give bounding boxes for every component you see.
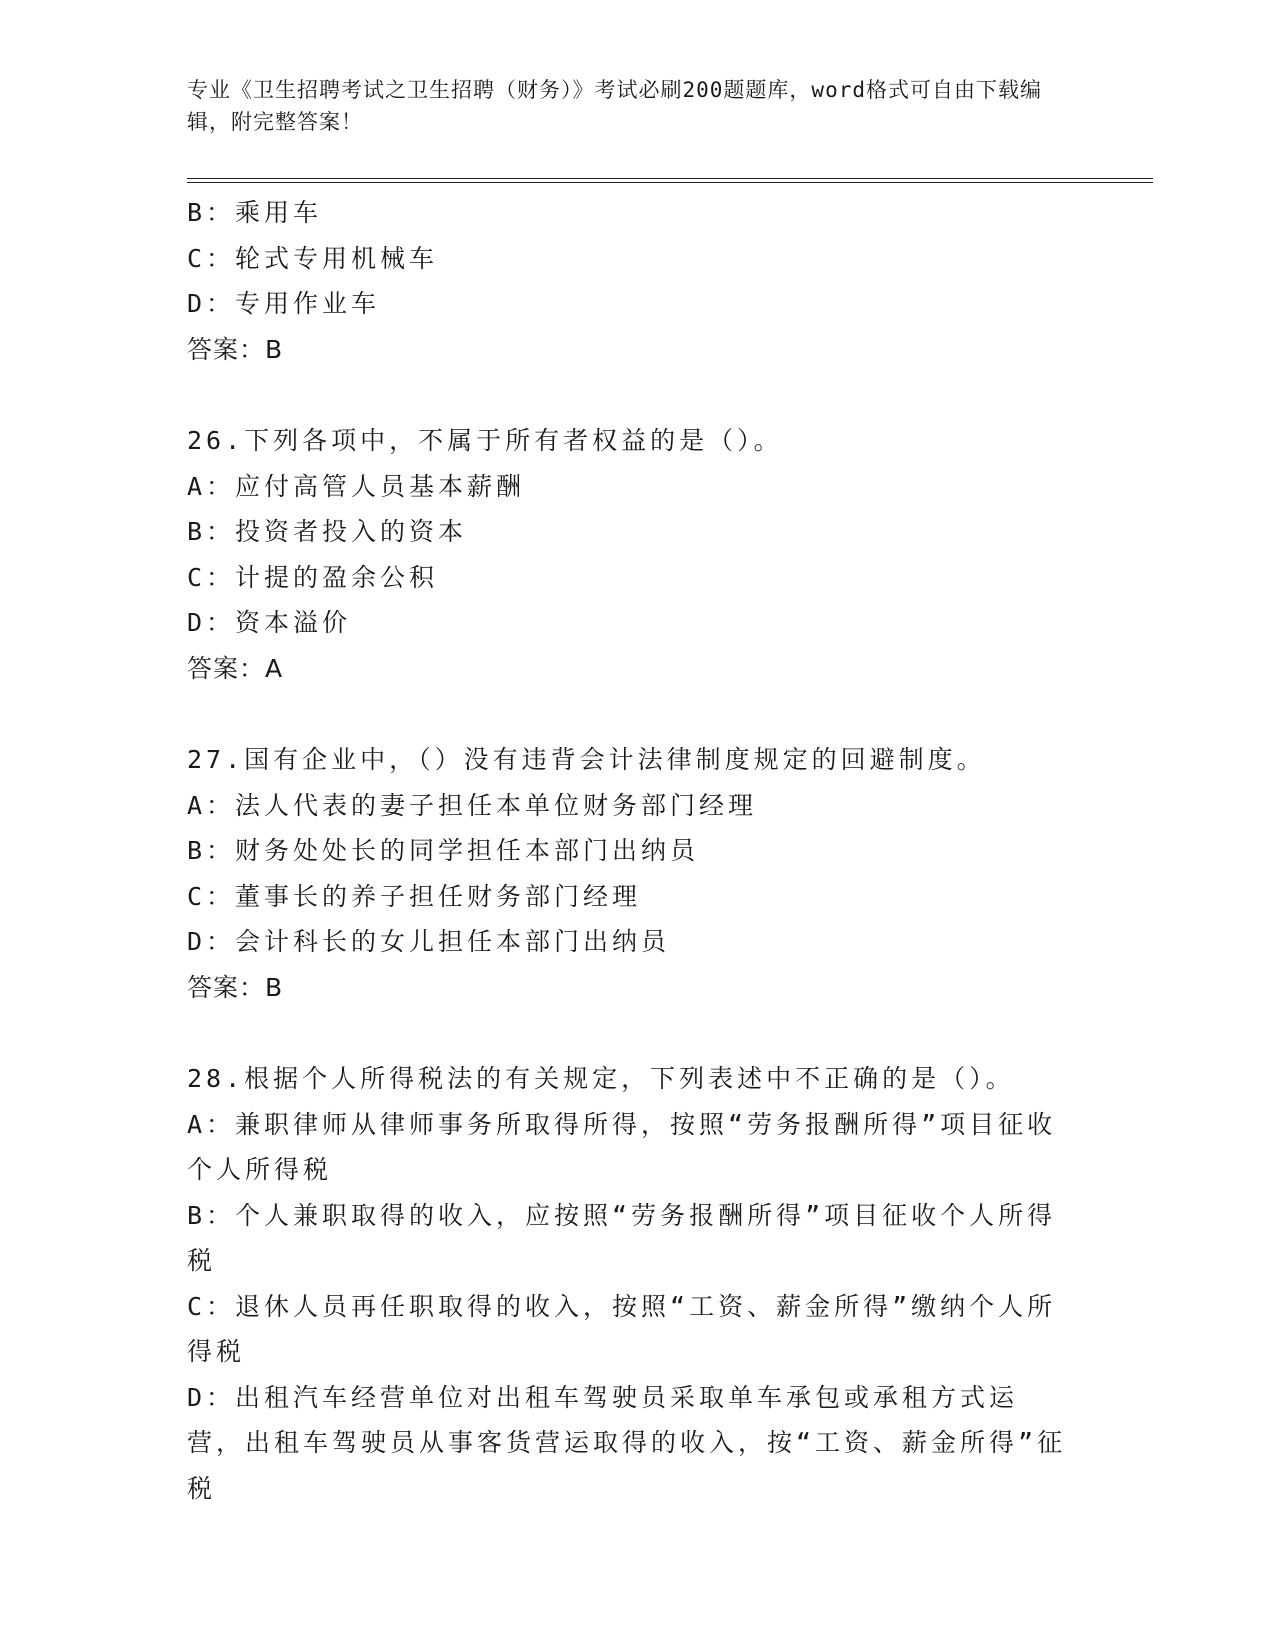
spacer — [187, 1010, 1067, 1056]
option-d: D：会计科长的女儿担任本部门出纳员 — [187, 927, 671, 956]
answer-line: 答案：B — [187, 972, 284, 1002]
option-a: A：应付高管人员基本薪酬 — [187, 471, 526, 501]
option-d: D：专用作业车 — [187, 289, 381, 318]
answer-line: 答案：B — [187, 334, 284, 364]
question-stem: 28.根据个人所得税法的有关规定，下列表述中不正确的是（）。 — [187, 1064, 1015, 1093]
option-b: B：投资者投入的资本 — [187, 517, 468, 546]
question-stem: 26.下列各项中，不属于所有者权益的是（）。 — [187, 426, 783, 455]
option-c: C：退休人员再任职取得的收入，按照“工资、薪金所得”缴纳个人所得税 — [187, 1291, 1057, 1366]
page-header — [187, 74, 1067, 138]
question-block-27 — [187, 737, 1067, 1010]
question-block-28 — [187, 1056, 1067, 1511]
option-c: C：董事长的养子担任财务部门经理 — [187, 881, 642, 911]
spacer — [187, 372, 1067, 418]
option-a: A：兼职律师从律师事务所取得所得，按照“劳务报酬所得”项目征收个人所得税 — [187, 1109, 1057, 1184]
question-block-26 — [187, 418, 1067, 691]
option-a: A：法人代表的妻子担任本单位财务部门经理 — [187, 790, 758, 820]
option-c: C：计提的盈余公积 — [187, 562, 439, 592]
option-b: B：乘用车 — [187, 198, 323, 227]
option-b: B：个人兼职取得的收入，应按照“劳务报酬所得”项目征收个人所得税 — [187, 1200, 1057, 1275]
question-stem: 27.国有企业中，（）没有违背会计法律制度规定的回避制度。 — [187, 745, 986, 774]
spacer — [187, 691, 1067, 737]
question-list — [187, 190, 1067, 1511]
option-d: D：资本溢价 — [187, 608, 352, 637]
header-divider — [187, 178, 1153, 183]
header-text: 专业《卫生招聘考试之卫生招聘（财务）》考试必刷200题题库，word格式可自由下载编辑，附完整答案！ — [187, 78, 1042, 134]
option-d: D：出租汽车经营单位对出租车驾驶员采取单车承包或承租方式运营，出租车驾驶员从事客货营运取得的收入，按“工资、薪金所得”征税 — [187, 1382, 1067, 1503]
option-c: C：轮式专用机械车 — [187, 243, 439, 273]
option-b: B：财务处处长的同学担任本部门出纳员 — [187, 836, 700, 865]
question-block-25 — [187, 190, 1067, 372]
answer-line: 答案：A — [187, 653, 284, 683]
